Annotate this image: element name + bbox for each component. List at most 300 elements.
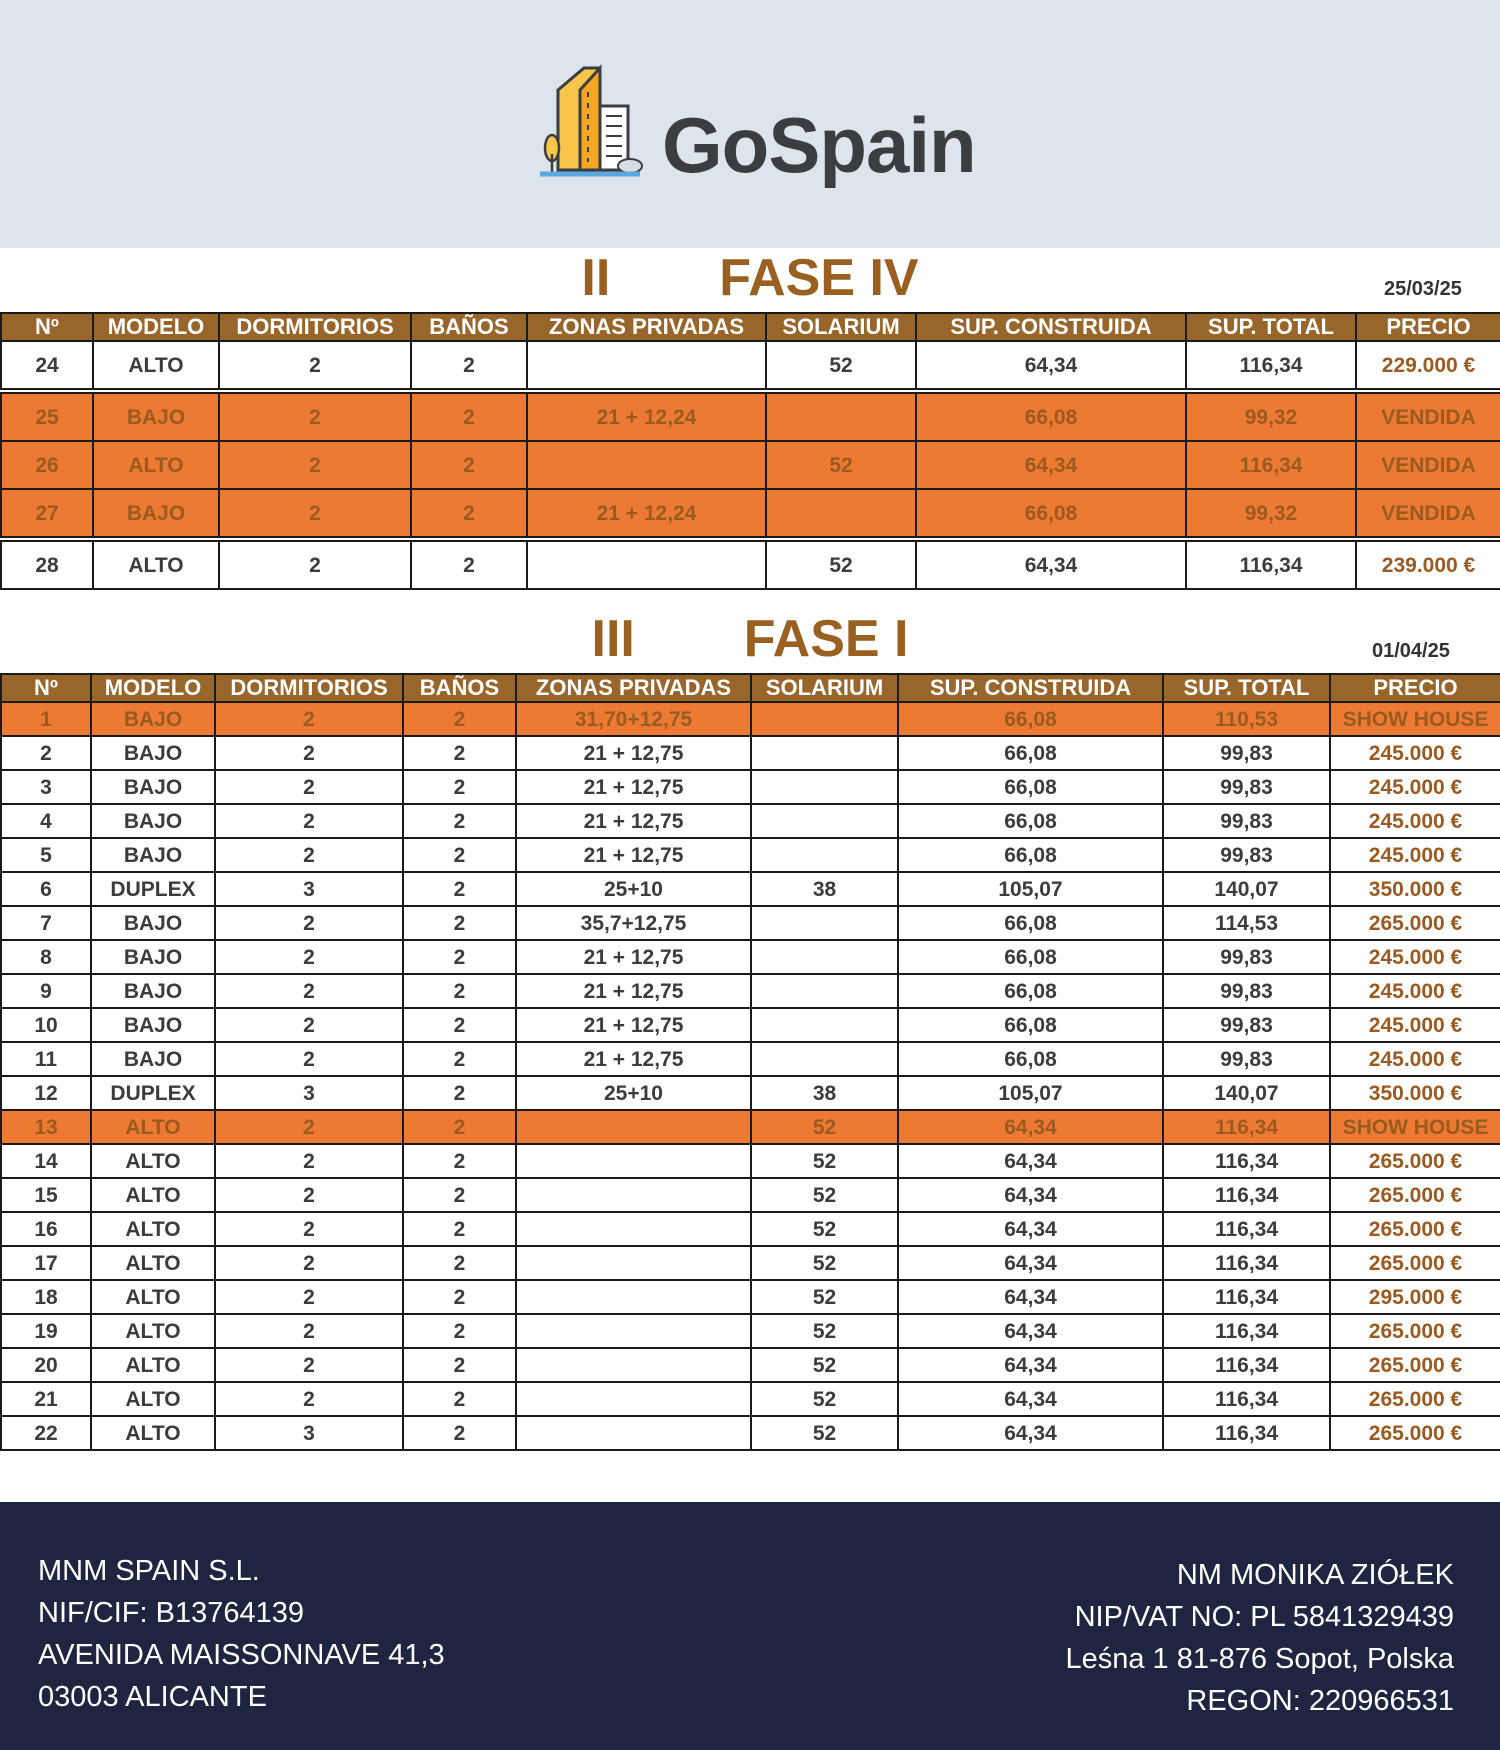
cell-zonas-privadas	[516, 1314, 751, 1348]
cell-solarium	[751, 838, 898, 872]
cell-zonas-privadas: 21 + 12,75	[516, 770, 751, 804]
cell-banos: 2	[403, 1382, 516, 1416]
cell-solarium: 52	[751, 1382, 898, 1416]
table-row	[1, 1008, 1500, 1042]
cell-solarium	[751, 1042, 898, 1076]
cell-sup-construida: 64,34	[898, 1212, 1163, 1246]
cell-sup-construida: 64,34	[898, 1280, 1163, 1314]
company-city: 03003 ALICANTE	[38, 1681, 267, 1713]
cell-no: 11	[1, 1042, 91, 1076]
cell-no: 28	[1, 541, 93, 589]
cell-modelo: BAJO	[91, 736, 215, 770]
brand-name: GoSpain	[662, 101, 976, 189]
cell-dormitorios: 2	[219, 393, 411, 441]
table-row	[1, 804, 1500, 838]
table-row	[1, 1042, 1500, 1076]
cell-sup-total: 140,07	[1163, 872, 1330, 906]
table-row	[1, 838, 1500, 872]
cell-modelo: ALTO	[93, 341, 219, 389]
cell-sup-construida: 64,34	[898, 1416, 1163, 1450]
table-row	[1, 1280, 1500, 1314]
cell-dormitorios: 2	[215, 1246, 403, 1280]
cell-banos: 2	[403, 1348, 516, 1382]
cell-precio: 265.000 €	[1330, 1348, 1500, 1382]
cell-dormitorios: 2	[215, 702, 403, 736]
cell-dormitorios: 3	[215, 1076, 403, 1110]
cell-solarium: 52	[751, 1178, 898, 1212]
table-row	[1, 1076, 1500, 1110]
cell-sup-construida: 66,08	[898, 940, 1163, 974]
table-row	[1, 1416, 1500, 1450]
cell-banos: 2	[411, 341, 527, 389]
cell-sup-construida: 64,34	[898, 1144, 1163, 1178]
col-precio: PRECIO	[1356, 313, 1500, 341]
table-row	[1, 736, 1500, 770]
cell-banos: 2	[403, 736, 516, 770]
cell-precio: 245.000 €	[1330, 736, 1500, 770]
col-sup-construida: SUP. CONSTRUIDA	[916, 313, 1186, 341]
cell-sup-total: 99,83	[1163, 838, 1330, 872]
cell-sup-construida: 66,08	[898, 770, 1163, 804]
phase1-table	[0, 312, 1500, 590]
cell-solarium: 52	[751, 1110, 898, 1144]
col-dormitorios: DORMITORIOS	[219, 313, 411, 341]
cell-no: 27	[1, 489, 93, 537]
col-banos: BAÑOS	[411, 313, 527, 341]
cell-dormitorios: 2	[219, 341, 411, 389]
cell-zonas-privadas: 21 + 12,75	[516, 804, 751, 838]
cell-sup-total: 99,83	[1163, 770, 1330, 804]
cell-no: 13	[1, 1110, 91, 1144]
cell-sup-construida: 66,08	[898, 974, 1163, 1008]
cell-modelo: BAJO	[93, 489, 219, 537]
cell-modelo: ALTO	[91, 1178, 215, 1212]
cell-zonas-privadas	[516, 1416, 751, 1450]
cell-solarium: 52	[751, 1314, 898, 1348]
cell-modelo: BAJO	[91, 770, 215, 804]
cell-zonas-privadas: 21 + 12,75	[516, 736, 751, 770]
col-precio: PRECIO	[1330, 674, 1500, 702]
cell-precio: 245.000 €	[1330, 804, 1500, 838]
table-row	[1, 974, 1500, 1008]
table-row	[1, 906, 1500, 940]
cell-banos: 2	[403, 1178, 516, 1212]
col-solarium: SOLARIUM	[751, 674, 898, 702]
cell-dormitorios: 2	[215, 1348, 403, 1382]
cell-modelo: ALTO	[91, 1348, 215, 1382]
cell-sup-construida: 64,34	[898, 1110, 1163, 1144]
cell-sup-total: 116,34	[1163, 1416, 1330, 1450]
cell-banos: 2	[403, 872, 516, 906]
cell-sup-total: 99,83	[1163, 1042, 1330, 1076]
cell-sup-total: 116,34	[1163, 1280, 1330, 1314]
cell-solarium: 52	[766, 441, 916, 489]
table-row	[1, 1382, 1500, 1416]
cell-modelo: BAJO	[91, 906, 215, 940]
table-row	[1, 1110, 1500, 1144]
cell-dormitorios: 2	[215, 940, 403, 974]
company-address: AVENIDA MAISSONNAVE 41,3	[38, 1639, 445, 1671]
cell-precio: 239.000 €	[1356, 541, 1500, 589]
cell-banos: 2	[403, 838, 516, 872]
cell-precio: 245.000 €	[1330, 838, 1500, 872]
cell-solarium: 38	[751, 1076, 898, 1110]
cell-sup-total: 116,34	[1163, 1144, 1330, 1178]
cell-precio: 245.000 €	[1330, 940, 1500, 974]
phase2-fase: FASE I	[743, 610, 909, 668]
cell-no: 1	[1, 702, 91, 736]
phase2-header-row	[1, 674, 1500, 702]
cell-zonas-privadas	[516, 1110, 751, 1144]
cell-precio: 265.000 €	[1330, 1416, 1500, 1450]
gospain-logo	[540, 62, 980, 192]
cell-sup-total: 99,83	[1163, 940, 1330, 974]
table-row	[1, 770, 1500, 804]
cell-solarium	[751, 770, 898, 804]
cell-zonas-privadas	[527, 441, 766, 489]
cell-sup-construida: 64,34	[916, 341, 1186, 389]
cell-dormitorios: 2	[215, 1110, 403, 1144]
cell-sup-construida: 64,34	[916, 541, 1186, 589]
cell-no: 12	[1, 1076, 91, 1110]
cell-modelo: BAJO	[91, 838, 215, 872]
table-row	[1, 489, 1500, 537]
cell-banos: 2	[403, 702, 516, 736]
table-row	[1, 393, 1500, 441]
cell-solarium: 38	[751, 872, 898, 906]
cell-dormitorios: 2	[215, 906, 403, 940]
cell-zonas-privadas: 21 + 12,75	[516, 1042, 751, 1076]
cell-solarium	[751, 736, 898, 770]
building-icon	[540, 62, 650, 182]
table-row	[1, 1314, 1500, 1348]
cell-zonas-privadas: 21 + 12,75	[516, 1008, 751, 1042]
cell-banos: 2	[403, 1042, 516, 1076]
cell-solarium: 52	[766, 541, 916, 589]
cell-sup-construida: 66,08	[898, 906, 1163, 940]
cell-sup-construida: 64,34	[898, 1382, 1163, 1416]
cell-solarium: 52	[751, 1348, 898, 1382]
table-row	[1, 1212, 1500, 1246]
cell-modelo: BAJO	[91, 804, 215, 838]
cell-no: 9	[1, 974, 91, 1008]
col-solarium: SOLARIUM	[766, 313, 916, 341]
cell-modelo: DUPLEX	[91, 1076, 215, 1110]
cell-zonas-privadas: 21 + 12,24	[527, 489, 766, 537]
cell-solarium: 52	[751, 1212, 898, 1246]
cell-no: 3	[1, 770, 91, 804]
cell-zonas-privadas	[516, 1212, 751, 1246]
cell-sup-construida: 64,34	[898, 1246, 1163, 1280]
cell-no: 18	[1, 1280, 91, 1314]
agent-address: Leśna 1 81-876 Sopot, Polska	[1065, 1643, 1454, 1675]
cell-banos: 2	[411, 441, 527, 489]
cell-dormitorios: 3	[215, 872, 403, 906]
table-row	[1, 1178, 1500, 1212]
cell-banos: 2	[403, 1280, 516, 1314]
cell-modelo: ALTO	[93, 441, 219, 489]
cell-banos: 2	[411, 541, 527, 589]
cell-banos: 2	[403, 770, 516, 804]
cell-dormitorios: 2	[215, 1042, 403, 1076]
cell-sup-total: 99,32	[1186, 393, 1356, 441]
cell-sup-total: 116,34	[1186, 441, 1356, 489]
cell-modelo: BAJO	[91, 1042, 215, 1076]
phase1-title	[0, 249, 1500, 307]
cell-modelo: BAJO	[91, 940, 215, 974]
cell-precio: 265.000 €	[1330, 1212, 1500, 1246]
cell-sup-total: 116,34	[1163, 1382, 1330, 1416]
cell-sup-construida: 66,08	[898, 702, 1163, 736]
cell-modelo: ALTO	[91, 1416, 215, 1450]
cell-banos: 2	[403, 1110, 516, 1144]
phase2-roman: III	[591, 610, 635, 668]
phase1-header-row	[1, 313, 1500, 341]
cell-zonas-privadas	[516, 1382, 751, 1416]
col-no: Nº	[1, 313, 93, 341]
cell-no: 26	[1, 441, 93, 489]
cell-no: 2	[1, 736, 91, 770]
cell-solarium	[751, 702, 898, 736]
cell-sup-total: 116,34	[1186, 541, 1356, 589]
cell-solarium	[766, 393, 916, 441]
cell-dormitorios: 2	[215, 838, 403, 872]
col-no: Nº	[1, 674, 91, 702]
cell-sup-total: 116,34	[1163, 1212, 1330, 1246]
cell-no: 22	[1, 1416, 91, 1450]
cell-precio: 229.000 €	[1356, 341, 1500, 389]
cell-dormitorios: 2	[215, 1280, 403, 1314]
cell-sup-construida: 64,34	[916, 441, 1186, 489]
cell-dormitorios: 2	[219, 441, 411, 489]
cell-zonas-privadas	[516, 1178, 751, 1212]
table-row	[1, 441, 1500, 489]
cell-modelo: DUPLEX	[91, 872, 215, 906]
cell-zonas-privadas	[516, 1280, 751, 1314]
cell-sup-total: 116,34	[1163, 1110, 1330, 1144]
cell-sup-total: 116,34	[1163, 1348, 1330, 1382]
cell-banos: 2	[403, 1212, 516, 1246]
cell-sup-total: 99,83	[1163, 974, 1330, 1008]
cell-no: 6	[1, 872, 91, 906]
table-row	[1, 940, 1500, 974]
cell-modelo: ALTO	[91, 1144, 215, 1178]
header-banner	[0, 0, 1500, 248]
col-dormitorios: DORMITORIOS	[215, 674, 403, 702]
cell-precio: SHOW HOUSE	[1330, 702, 1500, 736]
cell-modelo: ALTO	[93, 541, 219, 589]
cell-no: 5	[1, 838, 91, 872]
cell-precio: VENDIDA	[1356, 393, 1500, 441]
cell-solarium: 52	[751, 1144, 898, 1178]
phase1-body	[1, 341, 1500, 589]
cell-precio: 245.000 €	[1330, 1042, 1500, 1076]
cell-no: 24	[1, 341, 93, 389]
cell-no: 4	[1, 804, 91, 838]
cell-no: 16	[1, 1212, 91, 1246]
cell-solarium	[766, 489, 916, 537]
col-sup-total: SUP. TOTAL	[1163, 674, 1330, 702]
cell-precio: 265.000 €	[1330, 1144, 1500, 1178]
cell-sup-construida: 66,08	[916, 393, 1186, 441]
col-zonas-privadas: ZONAS PRIVADAS	[516, 674, 751, 702]
cell-no: 17	[1, 1246, 91, 1280]
col-modelo: MODELO	[91, 674, 215, 702]
cell-zonas-privadas: 21 + 12,75	[516, 974, 751, 1008]
cell-sup-construida: 105,07	[898, 1076, 1163, 1110]
cell-dormitorios: 2	[215, 736, 403, 770]
cell-precio: 265.000 €	[1330, 1382, 1500, 1416]
cell-solarium	[751, 974, 898, 1008]
company-nif: NIF/CIF: B13764139	[38, 1597, 304, 1629]
cell-sup-total: 114,53	[1163, 906, 1330, 940]
cell-zonas-privadas: 25+10	[516, 1076, 751, 1110]
cell-sup-total: 99,83	[1163, 736, 1330, 770]
cell-banos: 2	[403, 1076, 516, 1110]
cell-solarium	[751, 940, 898, 974]
cell-sup-construida: 66,08	[898, 1008, 1163, 1042]
cell-sup-construida: 64,34	[898, 1314, 1163, 1348]
cell-zonas-privadas: 35,7+12,75	[516, 906, 751, 940]
table-row	[1, 541, 1500, 589]
cell-no: 7	[1, 906, 91, 940]
table-row	[1, 341, 1500, 389]
cell-sup-total: 99,32	[1186, 489, 1356, 537]
cell-precio: VENDIDA	[1356, 489, 1500, 537]
cell-dormitorios: 2	[215, 1314, 403, 1348]
phase2-title	[0, 610, 1500, 668]
cell-modelo: BAJO	[91, 702, 215, 736]
cell-dormitorios: 2	[215, 1212, 403, 1246]
cell-dormitorios: 2	[215, 1178, 403, 1212]
cell-sup-construida: 64,34	[898, 1348, 1163, 1382]
cell-sup-total: 99,83	[1163, 1008, 1330, 1042]
agent-name: NM MONIKA ZIÓŁEK	[1176, 1559, 1454, 1591]
agent-regon: REGON: 220966531	[1186, 1685, 1454, 1717]
cell-banos: 2	[403, 1416, 516, 1450]
cell-precio: 245.000 €	[1330, 1008, 1500, 1042]
cell-dormitorios: 2	[219, 489, 411, 537]
cell-no: 20	[1, 1348, 91, 1382]
cell-precio: 295.000 €	[1330, 1280, 1500, 1314]
cell-solarium: 52	[751, 1280, 898, 1314]
company-info-right	[1065, 1554, 1454, 1722]
cell-dormitorios: 2	[219, 541, 411, 589]
cell-sup-construida: 66,08	[898, 736, 1163, 770]
cell-no: 25	[1, 393, 93, 441]
cell-precio: 265.000 €	[1330, 1314, 1500, 1348]
cell-solarium	[751, 804, 898, 838]
cell-no: 10	[1, 1008, 91, 1042]
cell-zonas-privadas: 31,70+12,75	[516, 702, 751, 736]
agent-vat: NIP/VAT NO: PL 5841329439	[1074, 1601, 1454, 1633]
cell-banos: 2	[403, 974, 516, 1008]
cell-dormitorios: 2	[215, 770, 403, 804]
cell-zonas-privadas: 21 + 12,75	[516, 940, 751, 974]
col-sup-construida: SUP. CONSTRUIDA	[898, 674, 1163, 702]
cell-modelo: ALTO	[91, 1110, 215, 1144]
cell-precio: 245.000 €	[1330, 974, 1500, 1008]
cell-modelo: BAJO	[91, 1008, 215, 1042]
cell-solarium: 52	[766, 341, 916, 389]
cell-precio: 265.000 €	[1330, 906, 1500, 940]
phase1-date: 25/03/25	[1384, 278, 1462, 300]
cell-no: 15	[1, 1178, 91, 1212]
cell-modelo: BAJO	[91, 974, 215, 1008]
cell-sup-construida: 105,07	[898, 872, 1163, 906]
cell-banos: 2	[403, 1314, 516, 1348]
cell-dormitorios: 3	[215, 1416, 403, 1450]
phase2-date: 01/04/25	[1372, 640, 1450, 662]
cell-banos: 2	[411, 489, 527, 537]
cell-sup-total: 110,53	[1163, 702, 1330, 736]
cell-banos: 2	[403, 940, 516, 974]
cell-modelo: ALTO	[91, 1280, 215, 1314]
cell-precio: VENDIDA	[1356, 441, 1500, 489]
cell-zonas-privadas: 21 + 12,24	[527, 393, 766, 441]
cell-sup-construida: 66,08	[898, 804, 1163, 838]
table-row	[1, 1144, 1500, 1178]
cell-sup-total: 116,34	[1163, 1178, 1330, 1212]
cell-zonas-privadas: 21 + 12,75	[516, 838, 751, 872]
cell-zonas-privadas	[516, 1144, 751, 1178]
cell-banos: 2	[403, 1008, 516, 1042]
table-row	[1, 1348, 1500, 1382]
cell-no: 14	[1, 1144, 91, 1178]
cell-modelo: ALTO	[91, 1314, 215, 1348]
cell-precio: 265.000 €	[1330, 1246, 1500, 1280]
cell-sup-total: 99,83	[1163, 804, 1330, 838]
cell-modelo: ALTO	[91, 1382, 215, 1416]
cell-sup-total: 116,34	[1186, 341, 1356, 389]
cell-precio: 245.000 €	[1330, 770, 1500, 804]
cell-solarium: 52	[751, 1416, 898, 1450]
cell-dormitorios: 2	[215, 1382, 403, 1416]
cell-solarium	[751, 906, 898, 940]
footer	[0, 1502, 1500, 1750]
phase1-roman: II	[581, 249, 611, 307]
cell-sup-construida: 66,08	[898, 838, 1163, 872]
cell-dormitorios: 2	[215, 1144, 403, 1178]
col-banos: BAÑOS	[403, 674, 516, 702]
cell-no: 19	[1, 1314, 91, 1348]
cell-modelo: ALTO	[91, 1246, 215, 1280]
cell-sup-total: 116,34	[1163, 1314, 1330, 1348]
cell-sup-total: 140,07	[1163, 1076, 1330, 1110]
cell-sup-construida: 66,08	[898, 1042, 1163, 1076]
phase2-table	[0, 673, 1500, 1451]
col-modelo: MODELO	[93, 313, 219, 341]
table-row	[1, 702, 1500, 736]
cell-no: 8	[1, 940, 91, 974]
phase1-fase: FASE IV	[719, 249, 919, 307]
cell-modelo: BAJO	[93, 393, 219, 441]
cell-sup-total: 116,34	[1163, 1246, 1330, 1280]
cell-modelo: ALTO	[91, 1212, 215, 1246]
table-row	[1, 1246, 1500, 1280]
cell-precio: 265.000 €	[1330, 1178, 1500, 1212]
cell-banos: 2	[411, 393, 527, 441]
cell-dormitorios: 2	[215, 1008, 403, 1042]
cell-zonas-privadas	[527, 541, 766, 589]
cell-banos: 2	[403, 1144, 516, 1178]
table-row	[1, 872, 1500, 906]
cell-solarium: 52	[751, 1246, 898, 1280]
company-name: MNM SPAIN S.L.	[38, 1555, 260, 1587]
cell-solarium	[751, 1008, 898, 1042]
company-info-left	[38, 1550, 445, 1718]
cell-dormitorios: 2	[215, 804, 403, 838]
